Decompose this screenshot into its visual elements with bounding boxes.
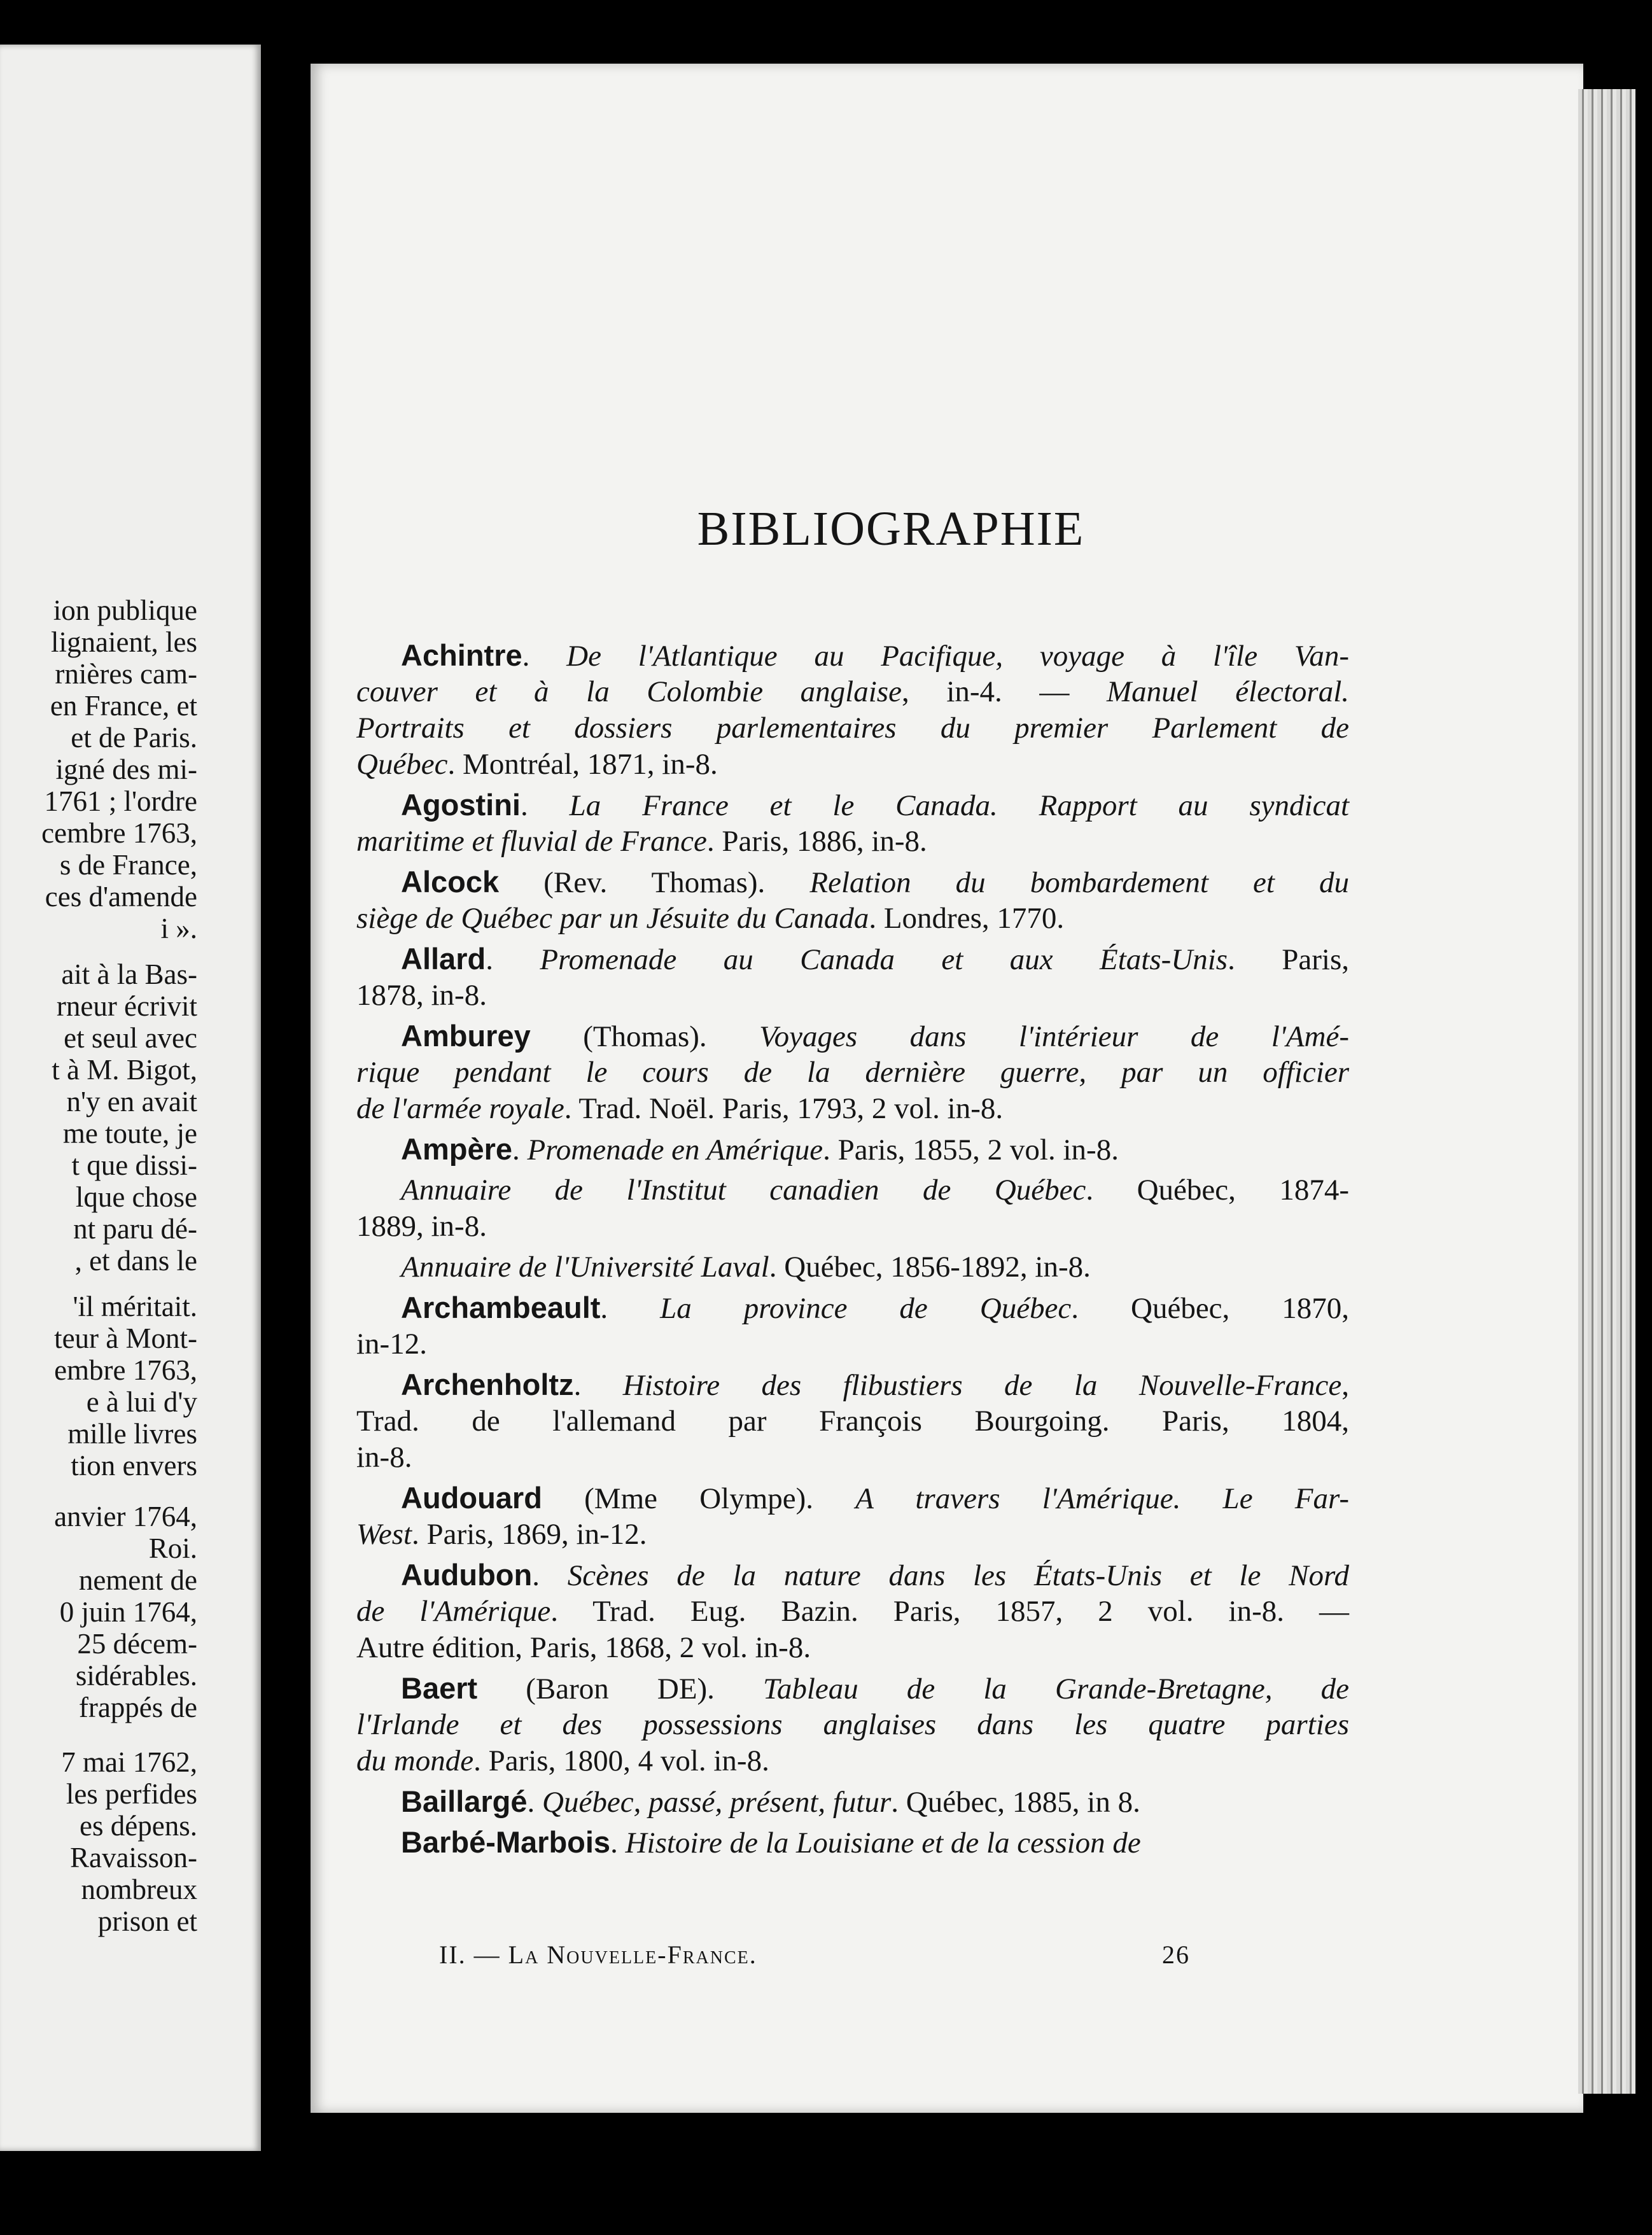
page-title: BIBLIOGRAPHIE — [697, 502, 1085, 556]
work-title: Portraits et dossiers parlementaires du premier Parlement de — [356, 711, 1349, 745]
author-name: Alcock — [401, 865, 500, 899]
previous-page-line: rnières cam- — [55, 658, 197, 690]
work-title: Québec, passé, présent, futur — [542, 1786, 892, 1819]
work-title: Scènes de la nature dans les États-Unis et le Nord — [567, 1559, 1349, 1592]
author-name: Audouard — [401, 1481, 542, 1515]
work-title: de l'Amérique — [356, 1595, 551, 1628]
entry-line — [356, 786, 1349, 825]
previous-page-line: s de France, — [59, 849, 197, 881]
entry-line — [356, 1325, 1349, 1363]
signature-mark: II. — La Nouvelle-France. — [439, 1940, 757, 1969]
previous-page-line: ces d'amende — [45, 881, 197, 913]
previous-page-line: lque chose — [75, 1181, 197, 1213]
work-title: siège de Québec par un Jésuite du Canada — [356, 902, 869, 935]
entry-line — [356, 1017, 1349, 1056]
entry-text: . Trad. Eug. Bazin. Paris, 1857, 2 vol. in-8. — — [550, 1595, 1350, 1628]
work-title: Histoire de la Louisiane et de la cession de — [625, 1826, 1141, 1860]
entry-text: 1878, in-8. — [356, 979, 487, 1012]
author-name: Baert — [401, 1671, 478, 1705]
previous-page-line: tion envers — [71, 1450, 197, 1482]
previous-page-line: ait à la Bas- — [61, 958, 197, 990]
work-title: La province de Québec — [660, 1292, 1072, 1325]
previous-page-line: cembre 1763, — [41, 817, 197, 849]
book-spine — [261, 0, 318, 2235]
entry-line — [356, 1171, 1349, 1209]
previous-page-line: me toute, je — [62, 1118, 197, 1149]
author-name: Allard — [401, 942, 486, 976]
previous-page-line: et seul avec — [64, 1022, 197, 1054]
entry-line — [356, 899, 1349, 937]
entry-line — [356, 1248, 1349, 1286]
entry-text: . Paris, 1800, 4 vol. in-8. — [473, 1744, 769, 1777]
entry-text: . — [610, 1826, 626, 1860]
entry-line — [356, 1823, 1349, 1862]
entry-text: . — [527, 1786, 543, 1819]
author-name: Audubon — [401, 1558, 533, 1592]
previous-page-line: 0 juin 1764, — [59, 1596, 197, 1628]
previous-page-line: 1761 ; l'ordre — [44, 785, 197, 817]
work-title: l'Irlande et des possessions anglaises dans les quatre parties — [356, 1708, 1349, 1741]
entry-text: (Baron DE). — [477, 1672, 764, 1706]
entry-line — [356, 1706, 1349, 1744]
previous-page-line: es dépens. — [80, 1810, 197, 1842]
entry-text: . Québec, 1885, in 8. — [891, 1786, 1140, 1819]
author-name: Barbé-Marbois — [401, 1825, 611, 1859]
previous-page-line: embre 1763, — [54, 1354, 197, 1386]
entry-text: . — [486, 943, 540, 976]
author-name: Ampère — [401, 1132, 513, 1166]
previous-page — [0, 45, 261, 2151]
previous-page-line: les perfides — [66, 1778, 197, 1810]
page-number: 26 — [1162, 1940, 1190, 1969]
entry-text: Trad. de l'allemand par François Bourgoing. Paris, 1804, — [356, 1405, 1349, 1438]
entry-text: Autre édition, Paris, 1868, 2 vol. in-8. — [356, 1631, 811, 1664]
previous-page-line: en France, et — [50, 690, 197, 722]
entry-line — [356, 822, 1349, 860]
entry-line — [356, 1629, 1349, 1667]
entry-line — [356, 863, 1349, 902]
work-title: Relation du bombardement et du — [809, 866, 1350, 899]
work-title: de l'armée royale — [356, 1092, 564, 1125]
entry-text: . Paris, 1855, 2 vol. in-8. — [823, 1133, 1119, 1167]
work-title: Annuaire de l'Université Laval — [401, 1251, 769, 1284]
entry-line — [356, 709, 1349, 747]
author-name: Amburey — [401, 1019, 531, 1053]
previous-page-line: et de Paris. — [71, 722, 197, 753]
entry-line — [356, 940, 1349, 979]
entry-line — [356, 1130, 1349, 1169]
entry-text: , — [1341, 1369, 1350, 1402]
entry-text: . Trad. Noël. Paris, 1793, 2 vol. in-8. — [564, 1092, 1004, 1125]
previous-page-line: nement de — [78, 1564, 197, 1596]
entry-text: . Québec, 1874- — [1086, 1174, 1349, 1207]
work-title: couver et à la Colombie anglaise — [356, 675, 902, 708]
entry-line — [356, 1366, 1349, 1405]
entry-line — [356, 1479, 1349, 1518]
previous-page-line: , et dans le — [74, 1245, 197, 1277]
previous-page-line: lignaient, les — [51, 626, 197, 658]
previous-page-line: e à lui d'y — [86, 1386, 197, 1418]
previous-page-line: Ravaisson- — [70, 1842, 197, 1874]
entry-text: (Rev. Thomas). — [499, 866, 810, 899]
author-name: Baillargé — [401, 1784, 528, 1818]
entry-text: . Londres, 1770. — [869, 902, 1065, 935]
previous-page-line: ion publique — [53, 594, 197, 626]
previous-page-line: rneur écrivit — [56, 990, 197, 1022]
previous-page-line: nt paru dé- — [73, 1213, 197, 1245]
work-title: Québec — [356, 748, 448, 781]
previous-page-line: prison et — [97, 1905, 197, 1937]
previous-page-line: t que dissi- — [71, 1149, 197, 1181]
entry-text: . Montréal, 1871, in-8. — [447, 748, 718, 781]
author-name: Agostini — [401, 788, 521, 822]
work-title: De l'Atlantique au Pacifique, voyage à l'île Van- — [566, 640, 1349, 673]
entry-line — [356, 1592, 1349, 1630]
work-title: Promenade en Amérique — [527, 1133, 823, 1167]
entry-text: 1889, in-8. — [356, 1210, 487, 1243]
entry-line — [356, 1742, 1349, 1780]
author-name: Archenholtz — [401, 1368, 574, 1401]
work-title: Promenade au Canada et aux États-Unis — [540, 943, 1228, 976]
entry-line — [356, 1515, 1349, 1553]
entry-line — [356, 636, 1349, 675]
entry-line — [356, 1089, 1349, 1128]
entry-text: . — [600, 1292, 661, 1325]
entry-text: . — [573, 1369, 623, 1402]
work-title: A travers l'Amérique. Le Far- — [855, 1482, 1349, 1515]
entry-text: . — [512, 1133, 528, 1167]
entry-text: . — [532, 1559, 568, 1592]
author-name: Achintre — [401, 638, 522, 672]
entry-text: . Paris, — [1228, 943, 1350, 976]
entry-line — [356, 1438, 1349, 1476]
previous-page-line: i ». — [160, 913, 197, 944]
work-title: La France et le Canada. Rapport au syndicat — [569, 789, 1350, 822]
work-title: West — [356, 1518, 412, 1551]
previous-page-line: igné des mi- — [55, 753, 197, 785]
previous-page-line: 'il méritait. — [73, 1291, 197, 1322]
entry-text: . Québec, 1856-1892, in-8. — [769, 1251, 1091, 1284]
work-title: Voyages dans l'intérieur de l'Amé- — [759, 1020, 1349, 1053]
entry-text: , in-4. — — [901, 675, 1107, 708]
previous-page-line: Roi. — [148, 1532, 197, 1564]
entry-text: . Paris, 1869, in-12. — [412, 1518, 647, 1551]
previous-page-line: t à M. Bigot, — [52, 1054, 197, 1086]
entry-line — [356, 745, 1349, 783]
entry-line — [356, 1783, 1349, 1821]
work-title: Annuaire de l'Institut canadien de Québec — [401, 1174, 1086, 1207]
previous-page-line: sidérables. — [75, 1660, 197, 1692]
work-title: Histoire des flibustiers de la Nouvelle-France — [622, 1369, 1342, 1402]
entry-text: (Thomas). — [530, 1020, 760, 1053]
work-title: rique pendant le cours de la dernière guerre, par un officier — [356, 1056, 1349, 1089]
entry-line — [356, 673, 1349, 711]
entry-text: in-8. — [356, 1441, 412, 1474]
page-edges — [1578, 89, 1635, 2094]
entry-line — [356, 1556, 1349, 1595]
work-title: maritime et fluvial de France — [356, 825, 707, 858]
entry-line — [356, 1207, 1349, 1245]
entry-text: . — [522, 640, 567, 673]
previous-page-line: anvier 1764, — [54, 1501, 197, 1532]
work-title: du monde — [356, 1744, 474, 1777]
entry-text: . Québec, 1870, — [1071, 1292, 1350, 1325]
previous-page-line: n'y en avait — [66, 1086, 197, 1118]
entry-text: . — [520, 789, 570, 822]
previous-page-line: frappés de — [78, 1692, 197, 1723]
previous-page-line: 7 mai 1762, — [61, 1746, 197, 1778]
author-name: Archambeault — [401, 1291, 601, 1324]
entry-text: (Mme Olympe). — [542, 1482, 856, 1515]
entry-line — [356, 1053, 1349, 1091]
entry-text: . Paris, 1886, in-8. — [706, 825, 927, 858]
entry-text: in-12. — [356, 1328, 427, 1361]
work-title: Tableau de la Grande-Bretagne, de — [763, 1672, 1349, 1706]
previous-page-line: nombreux — [81, 1874, 197, 1905]
entry-line — [356, 1402, 1349, 1440]
previous-page-line: teur à Mont- — [54, 1322, 197, 1354]
entry-line — [356, 976, 1349, 1014]
entry-line — [356, 1289, 1349, 1328]
previous-page-line: 25 décem- — [77, 1628, 197, 1660]
previous-page-line: mille livres — [67, 1418, 197, 1450]
entry-line — [356, 1669, 1349, 1708]
work-title: Manuel électoral. — [1107, 675, 1349, 708]
